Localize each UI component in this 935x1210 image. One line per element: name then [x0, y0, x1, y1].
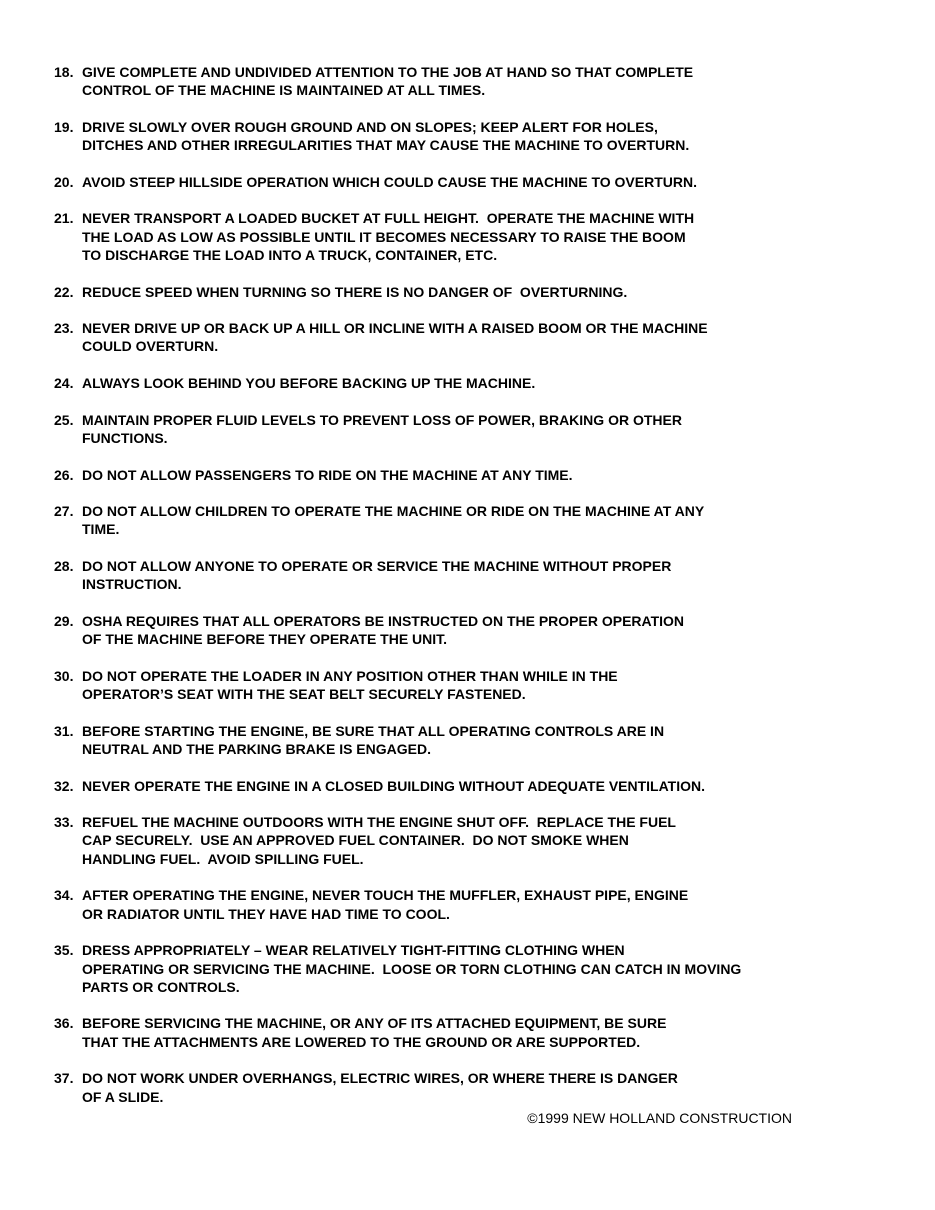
safety-rule-item: [54, 813, 814, 868]
rule-number: 23.: [54, 320, 74, 337]
safety-rules-list: [54, 63, 814, 1106]
rule-text-line: PARTS OR CONTROLS.: [82, 978, 240, 995]
rule-number: 37.: [54, 1070, 74, 1087]
safety-rule-item: [54, 374, 814, 392]
rule-number: 25.: [54, 411, 74, 428]
rule-number: 33.: [54, 814, 74, 831]
rule-text-line: DO NOT ALLOW CHILDREN TO OPERATE THE MACHINE OR RIDE ON THE MACHINE AT ANY: [82, 503, 705, 520]
rule-number: 30.: [54, 667, 74, 684]
safety-rule-item: [54, 466, 814, 484]
rule-text-line: NEUTRAL AND THE PARKING BRAKE IS ENGAGED.: [82, 740, 431, 757]
rule-text-line: ALWAYS LOOK BEHIND YOU BEFORE BACKING UP THE MACHINE.: [82, 375, 536, 392]
rule-text-line: DO NOT ALLOW PASSENGERS TO RIDE ON THE MACHINE AT ANY TIME.: [82, 466, 573, 483]
safety-rule-item: [54, 886, 814, 923]
safety-rule-item: [54, 667, 814, 704]
safety-rule-item: [54, 209, 814, 264]
rule-number: 36.: [54, 1015, 74, 1032]
rule-text-line: AFTER OPERATING THE ENGINE, NEVER TOUCH THE MUFFLER, EXHAUST PIPE, ENGINE: [82, 887, 689, 904]
rule-text-line: OF THE MACHINE BEFORE THEY OPERATE THE UNIT.: [82, 631, 448, 648]
rule-text-line: OF A SLIDE.: [82, 1088, 164, 1105]
rule-text-line: DRIVE SLOWLY OVER ROUGH GROUND AND ON SLOPES; KEEP ALERT FOR HOLES,: [82, 118, 658, 135]
rule-number: 22.: [54, 283, 74, 300]
rule-number: 26.: [54, 466, 74, 483]
rule-number: 32.: [54, 777, 74, 794]
rule-text-line: DO NOT WORK UNDER OVERHANGS, ELECTRIC WIRES, OR WHERE THERE IS DANGER: [82, 1070, 678, 1087]
safety-rule-item: [54, 283, 814, 301]
rule-text-line: HANDLING FUEL. AVOID SPILLING FUEL.: [82, 850, 364, 867]
rule-text-line: REFUEL THE MACHINE OUTDOORS WITH THE ENGINE SHUT OFF. REPLACE THE FUEL: [82, 814, 676, 831]
rule-text-line: FUNCTIONS.: [82, 429, 168, 446]
rule-number: 21.: [54, 210, 74, 227]
rule-number: 31.: [54, 722, 74, 739]
rule-number: 34.: [54, 887, 74, 904]
rule-text-line: DRESS APPROPRIATELY – WEAR RELATIVELY TIGHT-FITTING CLOTHING WHEN: [82, 942, 625, 959]
safety-rule-item: [54, 1069, 814, 1106]
rule-text-line: BEFORE SERVICING THE MACHINE, OR ANY OF ITS ATTACHED EQUIPMENT, BE SURE: [82, 1015, 667, 1032]
rule-text-line: OR RADIATOR UNTIL THEY HAVE HAD TIME TO COOL.: [82, 905, 450, 922]
rule-number: 24.: [54, 375, 74, 392]
rule-number: 27.: [54, 503, 74, 520]
rule-text-line: OPERATOR’S SEAT WITH THE SEAT BELT SECURELY FASTENED.: [82, 686, 526, 703]
rule-text-line: TIME.: [82, 521, 120, 538]
rule-text-line: COULD OVERTURN.: [82, 338, 219, 355]
rule-text-line: CAP SECURELY. USE AN APPROVED FUEL CONTAINER. DO NOT SMOKE WHEN: [82, 832, 629, 849]
rule-text-line: OPERATING OR SERVICING THE MACHINE. LOOSE OR TORN CLOTHING CAN CATCH IN MOVING: [82, 960, 742, 977]
safety-rule-item: [54, 502, 814, 539]
rule-text-line: REDUCE SPEED WHEN TURNING SO THERE IS NO DANGER OF OVERTURNING.: [82, 283, 628, 300]
rule-text-line: NEVER TRANSPORT A LOADED BUCKET AT FULL HEIGHT. OPERATE THE MACHINE WITH: [82, 210, 695, 227]
safety-rule-item: [54, 118, 814, 155]
safety-rule-item: [54, 722, 814, 759]
rule-number: 20.: [54, 173, 74, 190]
rule-number: 19.: [54, 118, 74, 135]
rule-number: 35.: [54, 942, 74, 959]
rule-text-line: GIVE COMPLETE AND UNDIVIDED ATTENTION TO THE JOB AT HAND SO THAT COMPLETE: [82, 64, 694, 80]
rule-text-line: DO NOT ALLOW ANYONE TO OPERATE OR SERVICE THE MACHINE WITHOUT PROPER: [82, 558, 672, 575]
rule-text-line: DO NOT OPERATE THE LOADER IN ANY POSITION OTHER THAN WHILE IN THE: [82, 667, 618, 684]
rule-number: 18.: [54, 64, 74, 80]
rule-text-line: OSHA REQUIRES THAT ALL OPERATORS BE INSTRUCTED ON THE PROPER OPERATION: [82, 612, 685, 629]
safety-rule-item: [54, 319, 814, 356]
safety-rule-item: [54, 612, 814, 649]
rule-text-line: MAINTAIN PROPER FLUID LEVELS TO PREVENT LOSS OF POWER, BRAKING OR OTHER: [82, 411, 682, 428]
safety-rule-item: [54, 777, 814, 795]
safety-rule-item: [54, 173, 814, 191]
rule-text-line: NEVER DRIVE UP OR BACK UP A HILL OR INCLINE WITH A RAISED BOOM OR THE MACHINE: [82, 320, 708, 337]
safety-rule-item: [54, 1014, 814, 1051]
rule-number: 28.: [54, 558, 74, 575]
copyright-footer: ©1999 NEW HOLLAND CONSTRUCTION: [527, 1110, 792, 1126]
safety-rule-item: [54, 557, 814, 594]
safety-rule-item: [54, 941, 814, 996]
rule-text-line: TO DISCHARGE THE LOAD INTO A TRUCK, CONTAINER, ETC.: [82, 246, 498, 263]
rule-text-line: CONTROL OF THE MACHINE IS MAINTAINED AT ALL TIMES.: [82, 82, 486, 99]
rule-text-line: AVOID STEEP HILLSIDE OPERATION WHICH COULD CAUSE THE MACHINE TO OVERTURN.: [82, 173, 697, 190]
rule-text-line: INSTRUCTION.: [82, 576, 182, 593]
rule-text-line: THE LOAD AS LOW AS POSSIBLE UNTIL IT BECOMES NECESSARY TO RAISE THE BOOM: [82, 228, 686, 245]
safety-rule-item: [54, 411, 814, 448]
rule-text-line: BEFORE STARTING THE ENGINE, BE SURE THAT ALL OPERATING CONTROLS ARE IN: [82, 722, 665, 739]
safety-rule-item: [54, 63, 814, 100]
rule-text-line: DITCHES AND OTHER IRREGULARITIES THAT MAY CAUSE THE MACHINE TO OVERTURN.: [82, 137, 690, 154]
rule-text-line: THAT THE ATTACHMENTS ARE LOWERED TO THE GROUND OR ARE SUPPORTED.: [82, 1033, 641, 1050]
rule-text-line: NEVER OPERATE THE ENGINE IN A CLOSED BUILDING WITHOUT ADEQUATE VENTILATION.: [82, 777, 706, 794]
rule-number: 29.: [54, 612, 74, 629]
